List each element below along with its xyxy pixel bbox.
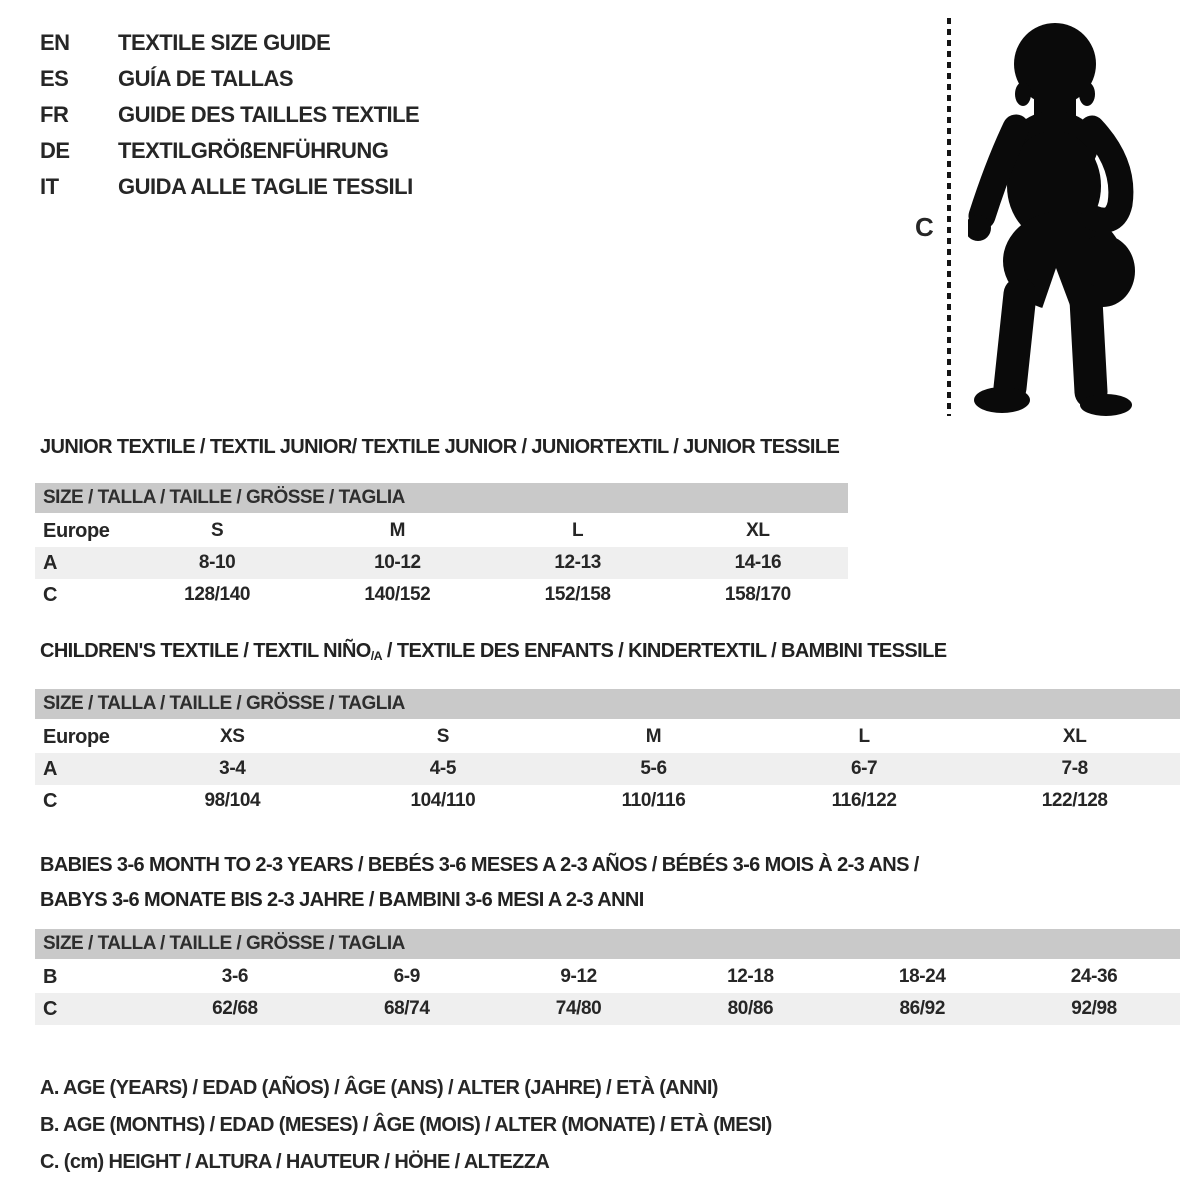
size-cell: XL <box>1062 726 1087 747</box>
size-cell: 3-4 <box>219 758 246 779</box>
language-row <box>40 133 419 169</box>
size-cell: 74/80 <box>555 998 602 1019</box>
size-cell: 7-8 <box>1061 758 1088 779</box>
size-table-header: SIZE / TALLA / TAILLE / GRÖSSE / TAGLIA <box>35 929 1180 959</box>
language-label: TEXTILGRÖßENFÜHRUNG <box>118 138 389 163</box>
measurement-legend <box>40 1070 772 1181</box>
size-table-row <box>35 721 1180 753</box>
size-cell: 6-9 <box>393 966 420 987</box>
size-cell: S <box>436 726 450 747</box>
row-label: Europe <box>43 520 110 542</box>
size-cell: 104/110 <box>410 790 476 811</box>
row-label: A <box>43 758 58 780</box>
size-cell: 3-6 <box>221 966 249 987</box>
language-code: EN <box>40 30 70 55</box>
size-cell: 12-13 <box>554 552 601 573</box>
size-cell: 140/152 <box>364 584 431 605</box>
row-label: B <box>43 966 58 988</box>
language-code: IT <box>40 174 59 199</box>
size-cell: XS <box>220 726 245 747</box>
language-label: GUIDE DES TAILLES TEXTILE <box>118 102 420 127</box>
size-cell: 128/140 <box>184 584 251 605</box>
height-measure-label: C <box>915 212 934 242</box>
size-cell: M <box>645 726 662 747</box>
legend-line-b: B. AGE (MONTHS) / EDAD (MESES) / ÂGE (MOIS) / ALTER (MONATE) / ETÀ (MESI) <box>40 1114 772 1136</box>
row-label: C <box>43 998 58 1020</box>
size-table-row <box>35 579 848 611</box>
size-table-header: SIZE / TALLA / TAILLE / GRÖSSE / TAGLIA <box>35 483 848 513</box>
size-cell: 18-24 <box>898 966 946 987</box>
size-cell: 14-16 <box>734 552 782 573</box>
language-row <box>40 97 419 133</box>
size-cell: 6-7 <box>850 758 878 779</box>
row-label: A <box>43 552 58 574</box>
size-cell: 9-12 <box>560 966 597 987</box>
language-row <box>40 61 419 97</box>
size-cell: 116/122 <box>831 790 897 811</box>
size-table-body <box>35 961 1180 1025</box>
size-cell: 12-18 <box>727 966 774 987</box>
size-cell: 4-5 <box>429 758 457 779</box>
size-cell: 5-6 <box>640 758 667 779</box>
children-title-prefix: CHILDREN'S TEXTILE / TEXTIL NIÑO <box>40 640 371 662</box>
row-label: C <box>43 790 58 812</box>
language-list <box>40 25 419 205</box>
size-cell: S <box>210 520 224 541</box>
toddler-silhouette-icon <box>968 16 1143 416</box>
babies-title-line1: BABIES 3-6 MONTH TO 2-3 YEARS / BEBÉS 3-6 MESES A 2-3 AÑOS / BÉBÉS 3-6 MOIS À 2-3 ANS / <box>40 854 919 876</box>
children-section-title <box>40 640 946 663</box>
size-cell: M <box>389 520 406 541</box>
language-label: TEXTILE SIZE GUIDE <box>118 30 331 55</box>
children-title-suffix: / TEXTILE DES ENFANTS / KINDERTEXTIL / BAMBINI TESSILE <box>381 640 947 662</box>
size-table-row <box>35 785 1180 817</box>
children-size-table <box>35 689 1180 817</box>
babies-size-table <box>35 929 1180 1025</box>
size-cell: 152/158 <box>544 584 611 605</box>
size-table-row <box>35 753 1180 785</box>
size-cell: 8-10 <box>198 552 236 573</box>
size-table-row <box>35 961 1180 993</box>
language-label: GUIDA ALLE TAGLIE TESSILI <box>118 174 413 199</box>
legend-line-a: A. AGE (YEARS) / EDAD (AÑOS) / ÂGE (ANS) / ALTER (JAHRE) / ETÀ (ANNI) <box>40 1077 718 1099</box>
row-label: C <box>43 584 58 606</box>
size-cell: 10-12 <box>374 552 421 573</box>
legend-line-c: C. (cm) HEIGHT / ALTURA / HAUTEUR / HÖHE / ALTEZZA <box>40 1151 550 1173</box>
size-cell: 80/86 <box>727 998 774 1019</box>
size-table-row <box>35 547 848 579</box>
language-code: DE <box>40 138 70 163</box>
size-cell: 122/128 <box>1041 790 1108 811</box>
children-title-sub: /A <box>370 649 382 663</box>
babies-title-line2: BABYS 3-6 MONATE BIS 2-3 JAHRE / BAMBINI 3-6 MESI A 2-3 ANNI <box>40 889 644 911</box>
size-cell: 158/170 <box>724 584 791 605</box>
size-cell: L <box>572 520 584 541</box>
size-cell: 110/116 <box>621 790 686 811</box>
size-cell: 62/68 <box>212 998 258 1019</box>
size-table-body <box>35 515 848 611</box>
babies-section-title <box>40 848 919 918</box>
size-cell: 98/104 <box>204 790 261 811</box>
size-cell: 68/74 <box>383 998 430 1019</box>
size-cell: 86/92 <box>899 998 945 1019</box>
language-row <box>40 169 419 205</box>
size-table-body <box>35 721 1180 817</box>
size-cell: 92/98 <box>1071 998 1117 1019</box>
size-cell: XL <box>746 520 770 541</box>
language-row <box>40 25 419 61</box>
language-code: ES <box>40 66 69 91</box>
size-table-row <box>35 993 1180 1025</box>
size-cell: 24-36 <box>1070 966 1118 987</box>
junior-size-table <box>35 483 848 611</box>
language-code: FR <box>40 102 69 127</box>
junior-section-title: JUNIOR TEXTILE / TEXTIL JUNIOR/ TEXTILE JUNIOR / JUNIORTEXTIL / JUNIOR TESSILE <box>40 436 840 458</box>
row-label: Europe <box>43 726 110 748</box>
size-cell: L <box>858 726 870 747</box>
size-table-row <box>35 515 848 547</box>
size-table-header: SIZE / TALLA / TAILLE / GRÖSSE / TAGLIA <box>35 689 1180 719</box>
language-label: GUÍA DE TALLAS <box>118 66 294 91</box>
height-measure-dashed-line <box>947 18 951 416</box>
